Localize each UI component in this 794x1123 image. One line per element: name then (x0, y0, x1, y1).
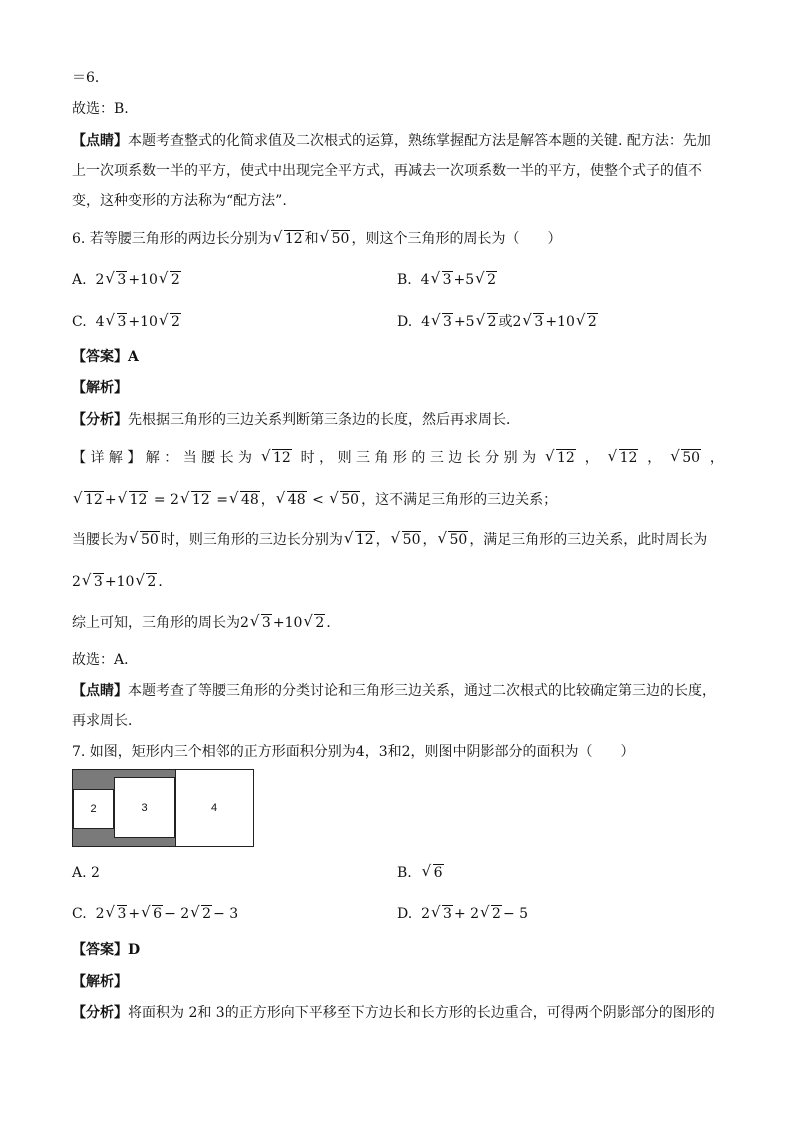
q6-option-c: C. 4√ 3 +10√ 2 (72, 312, 182, 332)
square-area-4: 4 (175, 770, 252, 846)
comment-line-1: 【点睛】本题考查整式的化简求值及二次根式的运算，熟练掌握配方法是解答本题的关键. 配方法：先加 (72, 133, 711, 149)
q6-option-b: B. 4√ 3 +5√ 2 (397, 270, 498, 290)
shaded-region-middle-top (114, 770, 175, 777)
analysis-6-summary: 【分析】先根据三角形的三边关系判断第三条边的长度，然后再求周长． (72, 412, 520, 428)
square-area-3: 3 (114, 777, 175, 838)
comment-line-3: 变，这种变形的方法称为“配方法”. (72, 193, 287, 209)
detail-6-line-4: 2√ 3 +10√ 2 ． (72, 572, 724, 592)
rectangle-figure (72, 769, 254, 847)
analysis-7-heading: 【解析】 (72, 974, 128, 990)
q7-option-c: C. 2√ 3 +√ 6 − 2√ 2 − 3 (72, 904, 238, 924)
shaded-region-left-top (73, 770, 114, 789)
q7-option-b: B. √ 6 (397, 863, 445, 883)
detail-6-conclusion: 综上可知，三角形的周长为2√ 3 +10√ 2 ． (72, 613, 724, 633)
analysis-6-heading: 【解析】 (72, 380, 128, 396)
choice-line: 故选：B. (72, 101, 129, 117)
question-7: 7. 如图，矩形内三个相邻的正方形面积分别为4，3和2，则图中阴影部分的面积为（ ） (72, 744, 635, 760)
detail-6-line-1: 【 详 解 】 解 ： 当 腰 长 为 √ 12 时 ， 则 三 角 形 的 三 边 长 分 别 为 √ 12 ， √ 12 ， √ 50 ， (72, 448, 724, 468)
result-line: ＝6． (72, 70, 109, 86)
detail-6-line-2: √ 12 +√ 12 = 2√ 12 =√ 48 ，√ 48 < √ 50 ，这不满足三角形的三边关系； (72, 490, 724, 510)
q6-option-d: D. 4√ 3 +5√ 2 或2√ 3 +10√ 2 (397, 312, 599, 332)
question-6: 6. 若等腰三角形的两边长分别为√ 12 和√ 50 ，则这个三角形的周长为（ ） (72, 229, 724, 249)
sqrt: √ 12 (273, 229, 304, 249)
choice-6: 故选：A． (72, 652, 139, 668)
shaded-region-left-bottom (73, 829, 114, 846)
analysis-7-summary: 【分析】将面积为 2和 3的正方形向下平移至下方边长和长方形的长边重合，可得两个阴影部分的图形的 (72, 1005, 715, 1021)
answer-7: 【答案】D (72, 942, 141, 958)
shaded-region-middle-bottom (114, 838, 175, 846)
comment-6-line-2: 再求周长． (72, 713, 142, 729)
detail-6-line-3: 当腰长为√ 50 时，则三角形的三边长分别为√ 12 ，√ 50 ，√ 50 ，满足三角形的三边关系，此时周长为 (72, 530, 724, 550)
sqrt: √ 50 (320, 229, 351, 249)
comment-line-2: 上一次项系数一半的平方，使式中出现完全平方式，再减去一次项系数一半的平方，使整个式子的值不 (72, 163, 702, 179)
q7-option-a: A. 2 (72, 865, 100, 881)
q7-option-d: D. 2√ 3 + 2√ 2 − 5 (397, 904, 528, 924)
answer-6: 【答案】A (72, 349, 139, 365)
square-area-2: 2 (73, 789, 114, 829)
comment-6-line-1: 【点睛】本题考查了等腰三角形的分类讨论和三角形三边关系，通过二次根式的比较确定第三边的长度， (72, 683, 716, 699)
q6-option-a: A. 2√ 3 +10√ 2 (72, 270, 182, 290)
